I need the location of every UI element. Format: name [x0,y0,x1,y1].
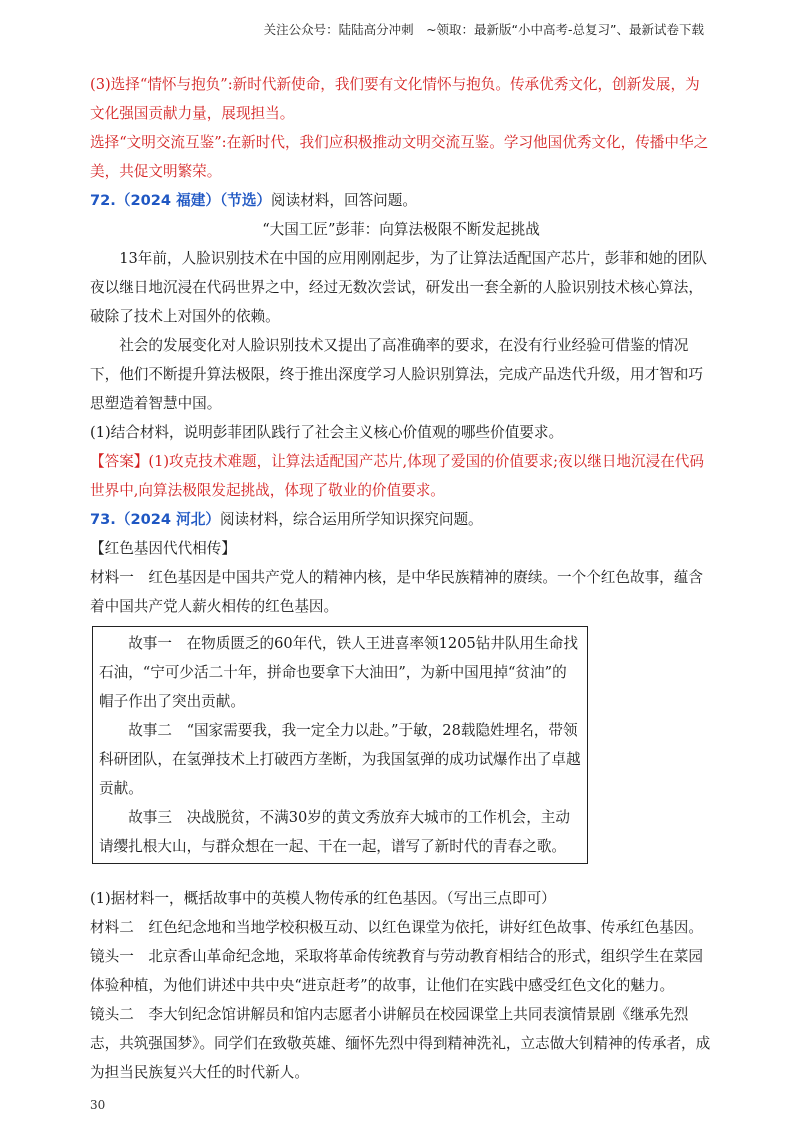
q72-heading [90,186,712,215]
spacer [90,864,712,884]
q72-intro: 阅读材料，回答问题。 [271,192,417,209]
q73-material-1: 材料一 红色基因是中国共产党人的精神内核，是中华民族精神的赓续。一个个红色故事，蕴含着中国共产党人薪火相传的红色基因。 [90,569,703,615]
q73-intro: 阅读材料，综合运用所学知识探究问题。 [219,511,483,528]
q72-label: 72.（2024 福建）（节选） [90,192,272,209]
page-header: 关注公众号：陆陆高分冲刺 ~领取：最新版“小中高考-总复习”、最新试卷下载 [263,22,704,37]
q73-material-2: 材料二 红色纪念地和当地学校积极互动、以红色课堂为依托，讲好红色故事、传承红色基因。 [90,919,703,936]
q71-answer-part3: (3)选择“情怀与抱负”:新时代新使命，我们要有文化情怀与抱负。传承优秀文化，创新发展，为文化强国贡献力量，展现担当。 [90,76,700,122]
q72-paragraph-2: 社会的发展变化对人脸识别技术又提出了高准确率的要求，在没有行业经验可借鉴的情况下，他们不断提升算法极限，终于推出深度学习人脸识别算法，完成产品迭代升级，用才智和巧思塑造着智慧中国。 [90,337,703,412]
q73-shot-1: 镜头一 北京香山革命纪念地，采取将革命传统教育与劳动教育相结合的形式，组织学生在菜园体验种植，为他们讲述中共中央“进京赶考”的故事，让他们在实践中感受红色文化的魅力。 [90,948,703,994]
q71-answer-part3-alt: 选择“文明交流互鉴”:在新时代，我们应积极推动文明交流互鉴。学习他国优秀文化，传播中华之美，共促文明繁荣。 [90,134,709,180]
q72-material-title: “大国工匠”彭菲：向算法极限不断发起挑战 [262,221,540,238]
q73-question-1: (1)据材料一，概括故事中的英模人物传承的红色基因。（写出三点即可） [90,890,556,907]
story-1: 故事一 在物质匮乏的60年代，铁人王进喜率领1205钻井队用生命找石油，“宁可少活二十年，拼命也要拿下大油田”，为新中国甩掉“贫油”的帽子作出了突出贡献。 [99,635,578,710]
q73-shot-2: 镜头二 李大钊纪念馆讲解员和馆内志愿者小讲解员在校园课堂上共同表演情景剧《继承先烈志，共筑强国梦》。同学们在致敬英雄、缅怀先烈中得到精神洗礼，立志做大钊精神的传承者，成为担当民族复兴大任的时代新人。 [90,1006,711,1081]
q73-label: 73.（2024 河北） [90,511,220,528]
story-3: 故事三 决战脱贫，不满30岁的黄文秀放弃大城市的工作机会，主动请缨扎根大山，与群众想在一起、干在一起，谱写了新时代的青春之歌。 [99,809,570,855]
stories-box [92,626,588,864]
page-number: 30 [90,1098,106,1112]
story-2: 故事二 “国家需要我，我一定全力以赴。”于敏，28载隐姓埋名，带领科研团队，在氢弹技术上打破西方垄断，为我国氢弹的成功试爆作出了卓越贡献。 [99,722,581,797]
document-body [90,70,712,1087]
q73-heading [90,505,712,534]
q73-section-title: 【红色基因代代相传】 [90,540,236,557]
q72-question-1: (1)结合材料，说明彭菲团队践行了社会主义核心价值观的哪些价值要求。 [90,424,564,441]
q72-answer: 【答案】(1)攻克技术难题，让算法适配国产芯片,体现了爱国的价值要求;夜以继日地沉浸在代码世界中,向算法极限发起挑战，体现了敬业的价值要求。 [90,453,704,499]
q72-paragraph-1: 13年前，人脸识别技术在中国的应用刚刚起步，为了让算法适配国产芯片，彭菲和她的团队夜以继日地沉浸在代码世界之中，经过无数次尝试，研发出一套全新的人脸识别技术核心算法，破除了技术上对国外的依赖。 [90,250,707,325]
